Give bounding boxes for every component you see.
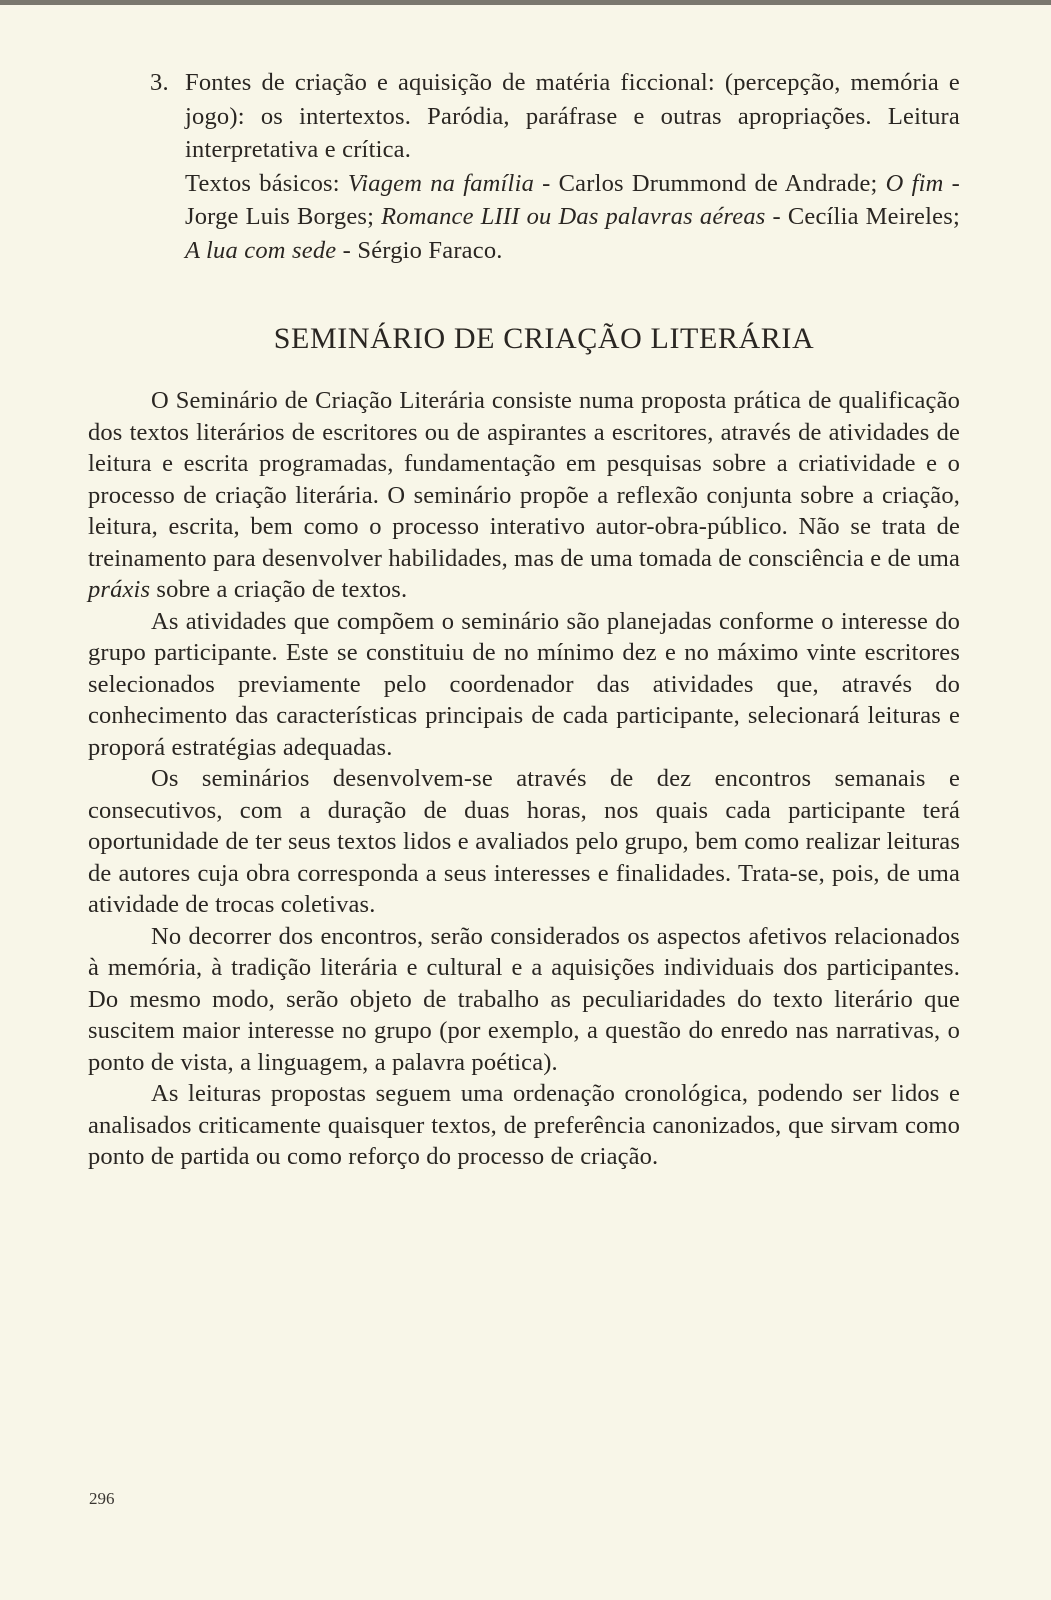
- work-end: ;: [952, 203, 960, 230]
- work-separator: -: [765, 203, 788, 230]
- page-number: 296: [89, 1489, 115, 1508]
- basic-texts: [185, 167, 960, 268]
- work-author: Jorge Luis Borges: [185, 203, 368, 230]
- paragraph: Os seminários desenvolvem-se através de dez encontros semanais e consecutivos, com a duração de duas horas, nos quais cada participante terá oportunidade de ter seus textos lidos e avaliados pelo grupo, bem como realizar leituras de autores cuja obra corresponda a seus interesses e finalidades. Trata-se, pois, de uma atividade de trocas coletivas.: [88, 765, 960, 918]
- list-item-text: Fontes de criação e aquisição de matéria ficcional: (percepção, memória e jogo): os intertextos. Paródia, paráfrase e outras apropriações. Leitura interpretativa e crítica.: [185, 69, 960, 163]
- work-end: .: [496, 236, 503, 264]
- section-title: SEMINÁRIO DE CRIAÇÃO LITERÁRIA: [273, 322, 815, 355]
- work-title: O fim: [885, 169, 944, 197]
- paragraph-text: O Seminário de Criação Literária consiste numa proposta prática de qualificação dos textos literários de escritores ou de aspirantes a escritores, através de atividades de leitura e escrita programadas, fundamentação em pesquisas sobre a criatividade e o processo de criação literária. O seminário propõe a reflexão conjunta sobre a criação, leitura, escrita, bem como o processo interativo autor-obra-público. Não se trata de treinamento para desenvolver habilidades, mas de uma tomada de consciência e de uma: [88, 387, 960, 572]
- list-item-3: [88, 66, 960, 267]
- work-separator: -: [336, 236, 358, 264]
- list-item-number: 3.: [150, 69, 169, 96]
- work-author: Cecília Meireles: [787, 203, 953, 230]
- work-title: Viagem na família: [347, 169, 535, 197]
- work-author: Sérgio Faraco: [357, 236, 497, 264]
- paragraph: As atividades que compõem o seminário são planejadas conforme o interesse do grupo participante. Este se constituiu de no mínimo dez e no máximo vinte escritores selecionados previamente pelo coordenador das atividades que, através do conhecimento das características principais de cada participante, selecionará leituras e proporá estratégias adequadas.: [88, 607, 960, 761]
- work-end: ;: [367, 203, 382, 230]
- work-separator: -: [534, 169, 559, 197]
- basic-texts-label: Textos básicos:: [185, 169, 348, 197]
- work-title: Romance LIII ou Das palavras aéreas: [381, 203, 766, 230]
- work-author: Carlos Drummond de Andrade: [558, 169, 871, 197]
- work-separator: -: [943, 169, 961, 197]
- paragraph: As leituras propostas seguem uma ordenação cronológica, podendo ser lidos e analisados criticamente quaisquer textos, de preferência canonizados, que sirvam como ponto de partida ou como reforço do processo de criação.: [88, 1080, 960, 1170]
- paragraph: [88, 385, 960, 606]
- page-top-edge: [0, 0, 1051, 5]
- emphasis-text: práxis: [88, 576, 151, 603]
- paragraph-text: sobre a criação de textos.: [150, 576, 408, 603]
- page-content: [88, 66, 960, 1173]
- work-title: A lua com sede: [185, 236, 337, 264]
- work-end: ;: [870, 169, 886, 197]
- paragraph: No decorrer dos encontros, serão considerados os aspectos afetivos relacionados à memória, à tradição literária e cultural e a aquisições individuais dos participantes. Do mesmo modo, serão objeto de trabalho as peculiaridades do texto literário que suscitem maior interesse no grupo (por exemplo, a questão do enredo nas narrativas, o ponto de vista, a linguagem, a palavra poética).: [88, 922, 960, 1076]
- section-body: [88, 385, 960, 1173]
